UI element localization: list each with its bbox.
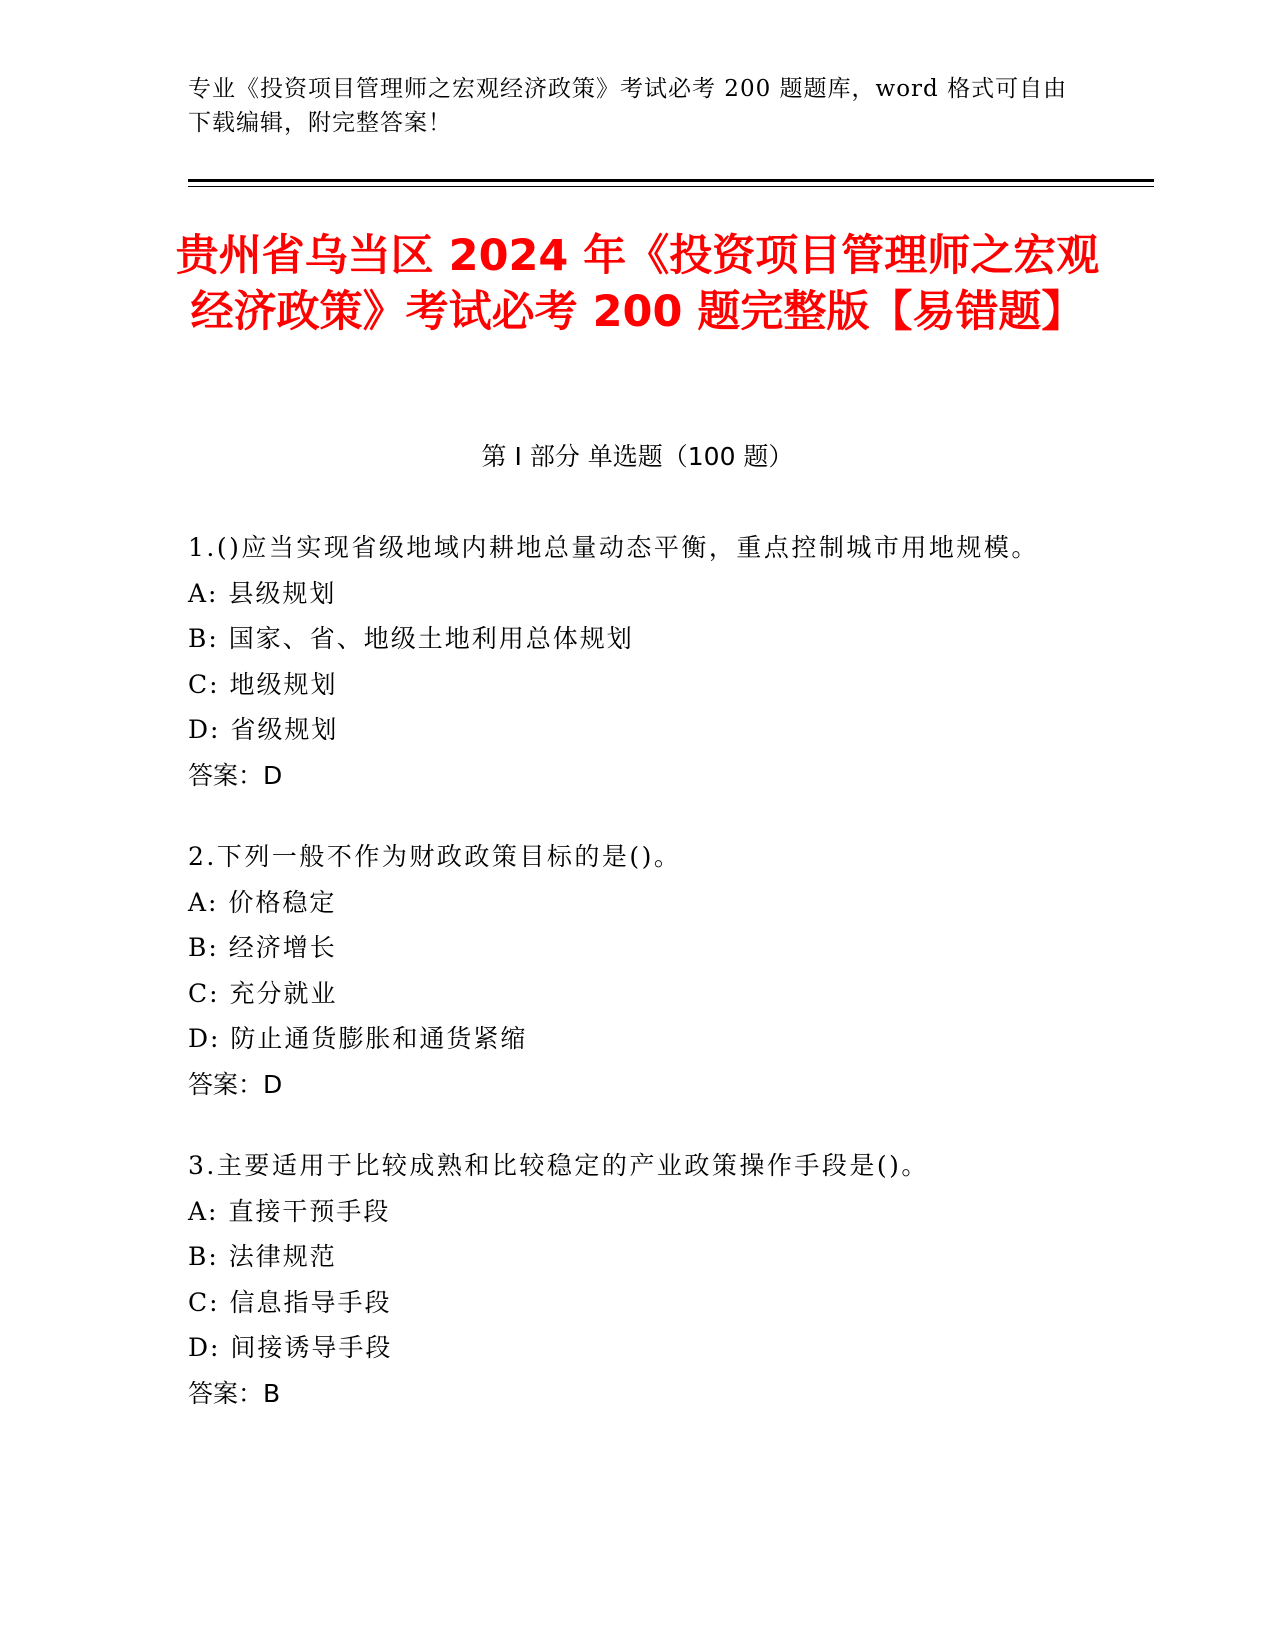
option-a: A: 直接干预手段	[188, 1196, 391, 1226]
question-text: 3.主要适用于比较成熟和比较稳定的产业政策操作手段是()。	[188, 1151, 929, 1180]
option-d: D: 省级规划	[188, 715, 339, 744]
question-1	[188, 525, 1088, 798]
option-b: B: 经济增长	[188, 933, 337, 962]
option-b: B: 国家、省、地级土地利用总体规划	[188, 624, 634, 653]
document-title: 贵州省乌当区 2024 年《投资项目管理师之宏观经济政策》考试必考 200 题完整版【易错题】	[175, 231, 1100, 337]
option-c: C: 地级规划	[188, 669, 338, 699]
question-2	[188, 834, 1088, 1107]
option-c: C: 充分就业	[188, 978, 338, 1008]
question-text: 1.()应当实现省级地域内耕地总量动态平衡，重点控制城市用地规模。	[188, 533, 1039, 562]
option-b: B: 法律规范	[188, 1242, 337, 1271]
question-3	[188, 1143, 1088, 1416]
option-d: D: 防止通货膨胀和通货紧缩	[188, 1024, 528, 1053]
answer: 答案：D	[188, 760, 283, 790]
question-text: 2.下列一般不作为财政政策目标的是()。	[188, 842, 682, 871]
section-title: 第 I 部分 单选题（100 题）	[481, 442, 794, 471]
answer: 答案：D	[188, 1069, 283, 1099]
option-c: C: 信息指导手段	[188, 1287, 392, 1317]
option-a: A: 县级规划	[188, 578, 337, 608]
option-a: A: 价格稳定	[188, 887, 337, 917]
header-divider-thick	[188, 179, 1154, 182]
question-list	[188, 525, 1088, 1452]
option-d: D: 间接诱导手段	[188, 1333, 393, 1362]
header-divider-thin	[188, 186, 1154, 187]
header-note: 专业《投资项目管理师之宏观经济政策》考试必考 200 题题库，word 格式可自由下载编辑，附完整答案！	[188, 76, 1068, 136]
answer: 答案：B	[188, 1378, 281, 1408]
